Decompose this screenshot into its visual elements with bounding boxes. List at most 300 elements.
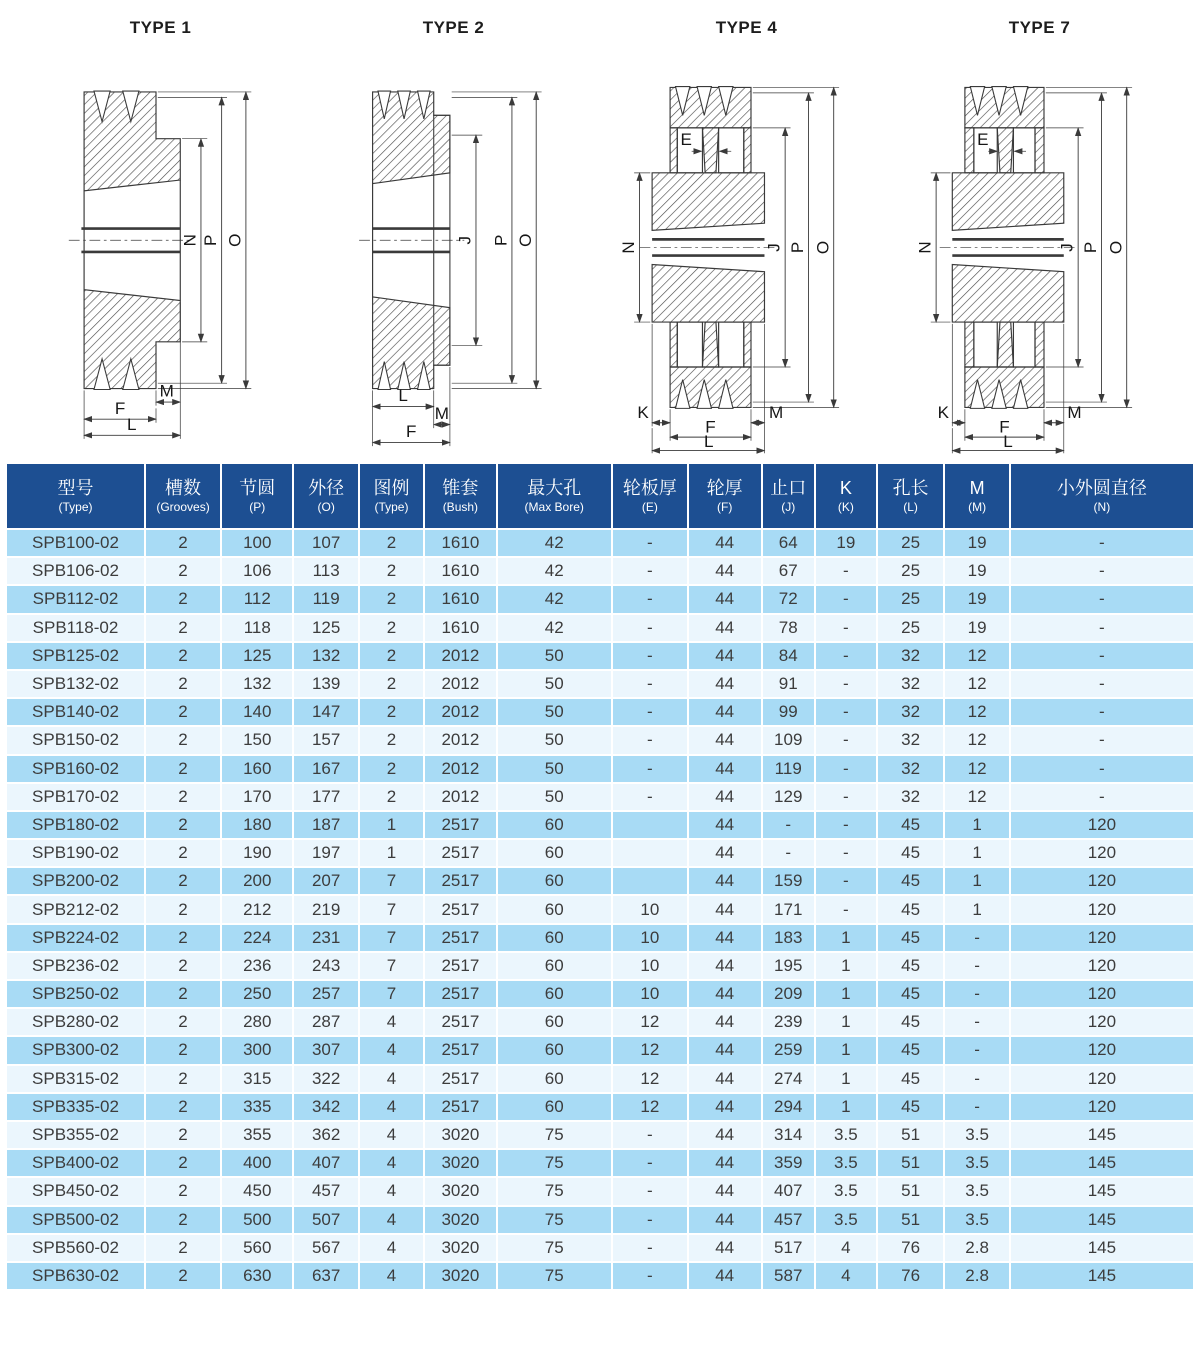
- table-cell: 44: [688, 1121, 762, 1149]
- table-cell: 99: [762, 698, 815, 726]
- table-cell: 42: [497, 529, 612, 557]
- table-cell: 44: [688, 1262, 762, 1290]
- table-cell: 129: [762, 783, 815, 811]
- table-cell: 50: [497, 670, 612, 698]
- table-row: [6, 1234, 1194, 1262]
- table-cell: 60: [497, 895, 612, 923]
- table-cell: 1610: [424, 585, 496, 613]
- table-cell: 2: [145, 1206, 221, 1234]
- header-row: [6, 463, 1194, 529]
- pulley-drawing-type2: [307, 38, 600, 456]
- table-cell: 12: [612, 1093, 688, 1121]
- table-cell: 125: [293, 614, 358, 642]
- dim-label-p: P: [788, 241, 808, 254]
- column-header-en: (Max Bore): [524, 500, 584, 514]
- table-cell: 1: [815, 980, 877, 1008]
- table-cell: 2517: [424, 867, 496, 895]
- table-cell: 44: [688, 1093, 762, 1121]
- table-row: [6, 642, 1194, 670]
- cell-model: SPB224-02: [6, 924, 145, 952]
- spec-table-section: [0, 462, 1200, 1291]
- table-cell: 45: [877, 980, 945, 1008]
- table-row: [6, 755, 1194, 783]
- table-cell: 120: [1010, 952, 1194, 980]
- table-cell: 50: [497, 698, 612, 726]
- table-cell: 287: [293, 1008, 358, 1036]
- table-row: [6, 1036, 1194, 1064]
- table-cell: 25: [877, 529, 945, 557]
- dim-label-f: F: [114, 398, 126, 418]
- table-cell: 197: [293, 839, 358, 867]
- table-cell: 132: [221, 670, 293, 698]
- table-cell: 2: [145, 924, 221, 952]
- cell-model: SPB112-02: [6, 585, 145, 613]
- table-cell: 307: [293, 1036, 358, 1064]
- spec-table: [5, 462, 1195, 1291]
- table-cell: 145: [1010, 1206, 1194, 1234]
- cell-model: SPB630-02: [6, 1262, 145, 1290]
- table-cell: 2: [359, 726, 424, 754]
- table-cell: 560: [221, 1234, 293, 1262]
- table-cell: 7: [359, 895, 424, 923]
- table-cell: 60: [497, 867, 612, 895]
- table-cell: 2012: [424, 670, 496, 698]
- column-header-en: (Type): [58, 500, 93, 514]
- column-header-zh: 轮板厚: [622, 478, 677, 498]
- cell-model: SPB140-02: [6, 698, 145, 726]
- table-cell: -: [612, 726, 688, 754]
- table-cell: 4: [359, 1121, 424, 1149]
- cell-model: SPB132-02: [6, 670, 145, 698]
- table-row: [6, 895, 1194, 923]
- cell-model: SPB355-02: [6, 1121, 145, 1149]
- table-cell: 3020: [424, 1262, 496, 1290]
- table-cell: 50: [497, 642, 612, 670]
- table-cell: 44: [688, 980, 762, 1008]
- table-cell: -: [762, 811, 815, 839]
- table-cell: 44: [688, 839, 762, 867]
- table-cell: 2517: [424, 952, 496, 980]
- table-cell: 107: [293, 529, 358, 557]
- table-cell: 112: [221, 585, 293, 613]
- table-cell: -: [612, 585, 688, 613]
- table-cell: 407: [293, 1149, 358, 1177]
- column-header-zh: K: [839, 478, 852, 498]
- table-cell: 44: [688, 895, 762, 923]
- table-cell: 120: [1010, 924, 1194, 952]
- table-cell: 12: [612, 1008, 688, 1036]
- table-cell: 75: [497, 1121, 612, 1149]
- column-header-9: [762, 463, 815, 529]
- dim-label-f: F: [406, 422, 417, 442]
- table-cell: 3020: [424, 1234, 496, 1262]
- table-cell: 44: [688, 867, 762, 895]
- cell-model: SPB560-02: [6, 1234, 145, 1262]
- table-cell: 2: [359, 755, 424, 783]
- table-cell: 1: [815, 1008, 877, 1036]
- table-row: [6, 698, 1194, 726]
- table-cell: 60: [497, 924, 612, 952]
- table-cell: 76: [877, 1234, 945, 1262]
- table-cell: 2: [145, 839, 221, 867]
- table-row: [6, 980, 1194, 1008]
- table-cell: 2: [145, 952, 221, 980]
- spec-table-body: [6, 529, 1194, 1290]
- table-row: [6, 726, 1194, 754]
- table-cell: -: [612, 1121, 688, 1149]
- column-header-en: (J): [781, 500, 796, 514]
- pulley-diagrams-section: [0, 0, 1200, 462]
- table-cell: 159: [762, 867, 815, 895]
- dim-label-o: O: [515, 233, 535, 247]
- dim-label-p: P: [201, 234, 221, 246]
- table-cell: 44: [688, 811, 762, 839]
- table-cell: 45: [877, 867, 945, 895]
- table-cell: -: [944, 1008, 1009, 1036]
- dim-label-k: K: [937, 403, 950, 423]
- table-cell: 2012: [424, 698, 496, 726]
- table-cell: 250: [221, 980, 293, 1008]
- table-row: [6, 529, 1194, 557]
- table-cell: 120: [1010, 839, 1194, 867]
- table-cell: 322: [293, 1065, 358, 1093]
- table-cell: -: [815, 670, 877, 698]
- column-header-12: [944, 463, 1009, 529]
- table-cell: 1: [815, 952, 877, 980]
- table-cell: 239: [762, 1008, 815, 1036]
- table-cell: 2: [145, 895, 221, 923]
- table-cell: 44: [688, 783, 762, 811]
- table-cell: 457: [293, 1177, 358, 1205]
- table-cell: 44: [688, 557, 762, 585]
- column-header-en: (F): [717, 500, 733, 514]
- table-cell: 4: [359, 1234, 424, 1262]
- table-cell: 3020: [424, 1206, 496, 1234]
- table-cell: 60: [497, 980, 612, 1008]
- table-cell: 2517: [424, 924, 496, 952]
- table-cell: 44: [688, 670, 762, 698]
- table-cell: 362: [293, 1121, 358, 1149]
- table-cell: 45: [877, 1065, 945, 1093]
- table-cell: 145: [1010, 1234, 1194, 1262]
- table-cell: 120: [1010, 811, 1194, 839]
- dim-label-o: O: [813, 240, 833, 255]
- table-cell: 2: [359, 670, 424, 698]
- table-cell: 2: [359, 698, 424, 726]
- table-cell: 12: [612, 1036, 688, 1064]
- table-cell: 2: [145, 811, 221, 839]
- column-header-en: (L): [903, 500, 918, 514]
- table-cell: 84: [762, 642, 815, 670]
- table-cell: 2012: [424, 783, 496, 811]
- table-cell: 1: [815, 924, 877, 952]
- table-cell: 44: [688, 1036, 762, 1064]
- table-cell: 2: [145, 670, 221, 698]
- table-cell: 118: [221, 614, 293, 642]
- table-cell: 274: [762, 1065, 815, 1093]
- table-row: [6, 670, 1194, 698]
- table-cell: 45: [877, 811, 945, 839]
- column-header-3: [293, 463, 358, 529]
- table-cell: 2: [145, 980, 221, 1008]
- table-cell: 32: [877, 670, 945, 698]
- table-cell: 132: [293, 642, 358, 670]
- table-cell: 4: [359, 1262, 424, 1290]
- table-cell: 259: [762, 1036, 815, 1064]
- table-cell: 19: [815, 529, 877, 557]
- column-header-en: (O): [317, 500, 335, 514]
- column-header-en: (K): [837, 500, 854, 514]
- table-cell: 120: [1010, 1036, 1194, 1064]
- column-header-en: (E): [641, 500, 658, 514]
- table-cell: 224: [221, 924, 293, 952]
- table-cell: 12: [944, 726, 1009, 754]
- table-cell: -: [1010, 642, 1194, 670]
- table-cell: 75: [497, 1206, 612, 1234]
- table-cell: 2517: [424, 1008, 496, 1036]
- table-cell: 2: [145, 1065, 221, 1093]
- table-cell: 44: [688, 1149, 762, 1177]
- table-cell: 12: [944, 783, 1009, 811]
- table-cell: 2: [145, 1121, 221, 1149]
- table-cell: 4: [359, 1093, 424, 1121]
- table-cell: 12: [612, 1065, 688, 1093]
- table-cell: -: [1010, 670, 1194, 698]
- table-cell: 2012: [424, 726, 496, 754]
- table-cell: 4: [359, 1149, 424, 1177]
- table-cell: 407: [762, 1177, 815, 1205]
- cell-model: SPB212-02: [6, 895, 145, 923]
- table-row: [6, 1206, 1194, 1234]
- table-cell: 212: [221, 895, 293, 923]
- table-row: [6, 1149, 1194, 1177]
- table-cell: 207: [293, 867, 358, 895]
- table-cell: 180: [221, 811, 293, 839]
- table-cell: 67: [762, 557, 815, 585]
- table-cell: -: [944, 1093, 1009, 1121]
- table-cell: 1: [359, 839, 424, 867]
- table-cell: -: [815, 839, 877, 867]
- table-cell: 45: [877, 924, 945, 952]
- table-cell: 2: [145, 783, 221, 811]
- column-header-en: (Bush): [442, 500, 479, 514]
- table-cell: -: [612, 1149, 688, 1177]
- table-cell: 150: [221, 726, 293, 754]
- table-cell: 106: [221, 557, 293, 585]
- table-cell: 2517: [424, 839, 496, 867]
- column-header-zh: 轮厚: [706, 478, 743, 498]
- column-header-2: [221, 463, 293, 529]
- table-cell: 75: [497, 1177, 612, 1205]
- cell-model: SPB118-02: [6, 614, 145, 642]
- table-cell: [612, 867, 688, 895]
- table-cell: 147: [293, 698, 358, 726]
- column-header-10: [815, 463, 877, 529]
- table-cell: 517: [762, 1234, 815, 1262]
- table-row: [6, 557, 1194, 585]
- table-cell: 72: [762, 585, 815, 613]
- table-cell: -: [612, 1234, 688, 1262]
- diagram-type2: [307, 4, 600, 462]
- table-cell: 209: [762, 980, 815, 1008]
- table-cell: 567: [293, 1234, 358, 1262]
- cell-model: SPB400-02: [6, 1149, 145, 1177]
- table-cell: -: [815, 557, 877, 585]
- cell-model: SPB100-02: [6, 529, 145, 557]
- table-cell: -: [944, 1065, 1009, 1093]
- table-cell: 637: [293, 1262, 358, 1290]
- table-cell: -: [1010, 698, 1194, 726]
- column-header-zh: 节圆: [239, 478, 276, 498]
- table-cell: 75: [497, 1262, 612, 1290]
- table-cell: 25: [877, 614, 945, 642]
- table-cell: 2: [145, 755, 221, 783]
- table-cell: 44: [688, 1177, 762, 1205]
- table-cell: 145: [1010, 1149, 1194, 1177]
- table-cell: 44: [688, 529, 762, 557]
- table-cell: 2517: [424, 1093, 496, 1121]
- dim-label-f: F: [705, 417, 716, 437]
- column-header-zh: 止口: [770, 478, 807, 498]
- table-cell: 44: [688, 698, 762, 726]
- table-cell: 2517: [424, 980, 496, 1008]
- table-cell: 51: [877, 1121, 945, 1149]
- diagram-type4: [600, 4, 893, 462]
- table-cell: 75: [497, 1234, 612, 1262]
- table-cell: -: [944, 952, 1009, 980]
- table-cell: 2: [145, 529, 221, 557]
- table-cell: 45: [877, 895, 945, 923]
- table-cell: 1: [815, 1036, 877, 1064]
- table-cell: 2: [359, 783, 424, 811]
- table-cell: -: [815, 783, 877, 811]
- table-row: [6, 811, 1194, 839]
- table-cell: 219: [293, 895, 358, 923]
- column-header-7: [612, 463, 688, 529]
- table-cell: 25: [877, 557, 945, 585]
- table-cell: 457: [762, 1206, 815, 1234]
- table-cell: 2: [359, 585, 424, 613]
- table-cell: 315: [221, 1065, 293, 1093]
- cell-model: SPB160-02: [6, 755, 145, 783]
- column-header-6: [497, 463, 612, 529]
- table-cell: -: [612, 698, 688, 726]
- table-cell: 4: [359, 1008, 424, 1036]
- table-cell: 190: [221, 839, 293, 867]
- table-row: [6, 783, 1194, 811]
- table-cell: 145: [1010, 1177, 1194, 1205]
- table-cell: 4: [359, 1206, 424, 1234]
- table-cell: -: [1010, 529, 1194, 557]
- dim-label-o: O: [1106, 240, 1126, 255]
- table-cell: 2: [359, 642, 424, 670]
- column-header-0: [6, 463, 145, 529]
- dim-label-l: L: [398, 386, 408, 406]
- cell-model: SPB300-02: [6, 1036, 145, 1064]
- table-cell: 44: [688, 1065, 762, 1093]
- table-cell: 2: [359, 529, 424, 557]
- table-cell: 75: [497, 1149, 612, 1177]
- table-cell: 12: [944, 642, 1009, 670]
- spec-table-header: [6, 463, 1194, 529]
- table-cell: 25: [877, 585, 945, 613]
- table-cell: 280: [221, 1008, 293, 1036]
- table-cell: 10: [612, 980, 688, 1008]
- table-cell: 2012: [424, 642, 496, 670]
- table-cell: 12: [944, 670, 1009, 698]
- table-cell: -: [815, 726, 877, 754]
- table-cell: 314: [762, 1121, 815, 1149]
- cell-model: SPB125-02: [6, 642, 145, 670]
- table-cell: 3020: [424, 1149, 496, 1177]
- table-cell: 243: [293, 952, 358, 980]
- table-cell: 183: [762, 924, 815, 952]
- table-cell: -: [612, 783, 688, 811]
- table-cell: 257: [293, 980, 358, 1008]
- table-cell: 125: [221, 642, 293, 670]
- column-header-en: (Grooves): [156, 500, 210, 514]
- table-cell: 4: [359, 1177, 424, 1205]
- table-cell: 2: [145, 726, 221, 754]
- column-header-5: [424, 463, 496, 529]
- table-cell: 400: [221, 1149, 293, 1177]
- cell-model: SPB106-02: [6, 557, 145, 585]
- table-cell: 2: [145, 1008, 221, 1036]
- table-cell: 1: [815, 1065, 877, 1093]
- table-cell: 44: [688, 924, 762, 952]
- column-header-en: (M): [968, 500, 987, 514]
- table-cell: 51: [877, 1149, 945, 1177]
- table-cell: 44: [688, 642, 762, 670]
- table-cell: -: [612, 557, 688, 585]
- dim-label-k: K: [637, 403, 649, 423]
- table-cell: 10: [612, 895, 688, 923]
- column-header-en: (P): [249, 500, 266, 514]
- table-row: [6, 585, 1194, 613]
- table-cell: -: [612, 529, 688, 557]
- table-cell: 2: [145, 1093, 221, 1121]
- table-cell: 42: [497, 585, 612, 613]
- table-cell: -: [612, 614, 688, 642]
- table-cell: 1: [944, 839, 1009, 867]
- table-row: [6, 1008, 1194, 1036]
- table-cell: 2517: [424, 811, 496, 839]
- table-cell: 160: [221, 755, 293, 783]
- table-cell: 60: [497, 952, 612, 980]
- diagram-type1: [14, 4, 307, 462]
- table-cell: -: [815, 585, 877, 613]
- table-cell: 45: [877, 952, 945, 980]
- table-cell: 1610: [424, 614, 496, 642]
- dim-label-j: J: [764, 243, 784, 252]
- table-row: [6, 614, 1194, 642]
- table-cell: 2: [145, 557, 221, 585]
- table-cell: 4: [815, 1262, 877, 1290]
- table-cell: -: [1010, 783, 1194, 811]
- table-cell: 2012: [424, 755, 496, 783]
- table-cell: [612, 839, 688, 867]
- table-cell: 91: [762, 670, 815, 698]
- table-cell: 450: [221, 1177, 293, 1205]
- table-cell: 120: [1010, 1065, 1194, 1093]
- table-cell: -: [944, 1036, 1009, 1064]
- column-header-1: [145, 463, 221, 529]
- table-cell: -: [815, 811, 877, 839]
- table-cell: 4: [359, 1065, 424, 1093]
- table-cell: 1610: [424, 529, 496, 557]
- table-cell: 119: [293, 585, 358, 613]
- dim-label-n: N: [915, 241, 935, 254]
